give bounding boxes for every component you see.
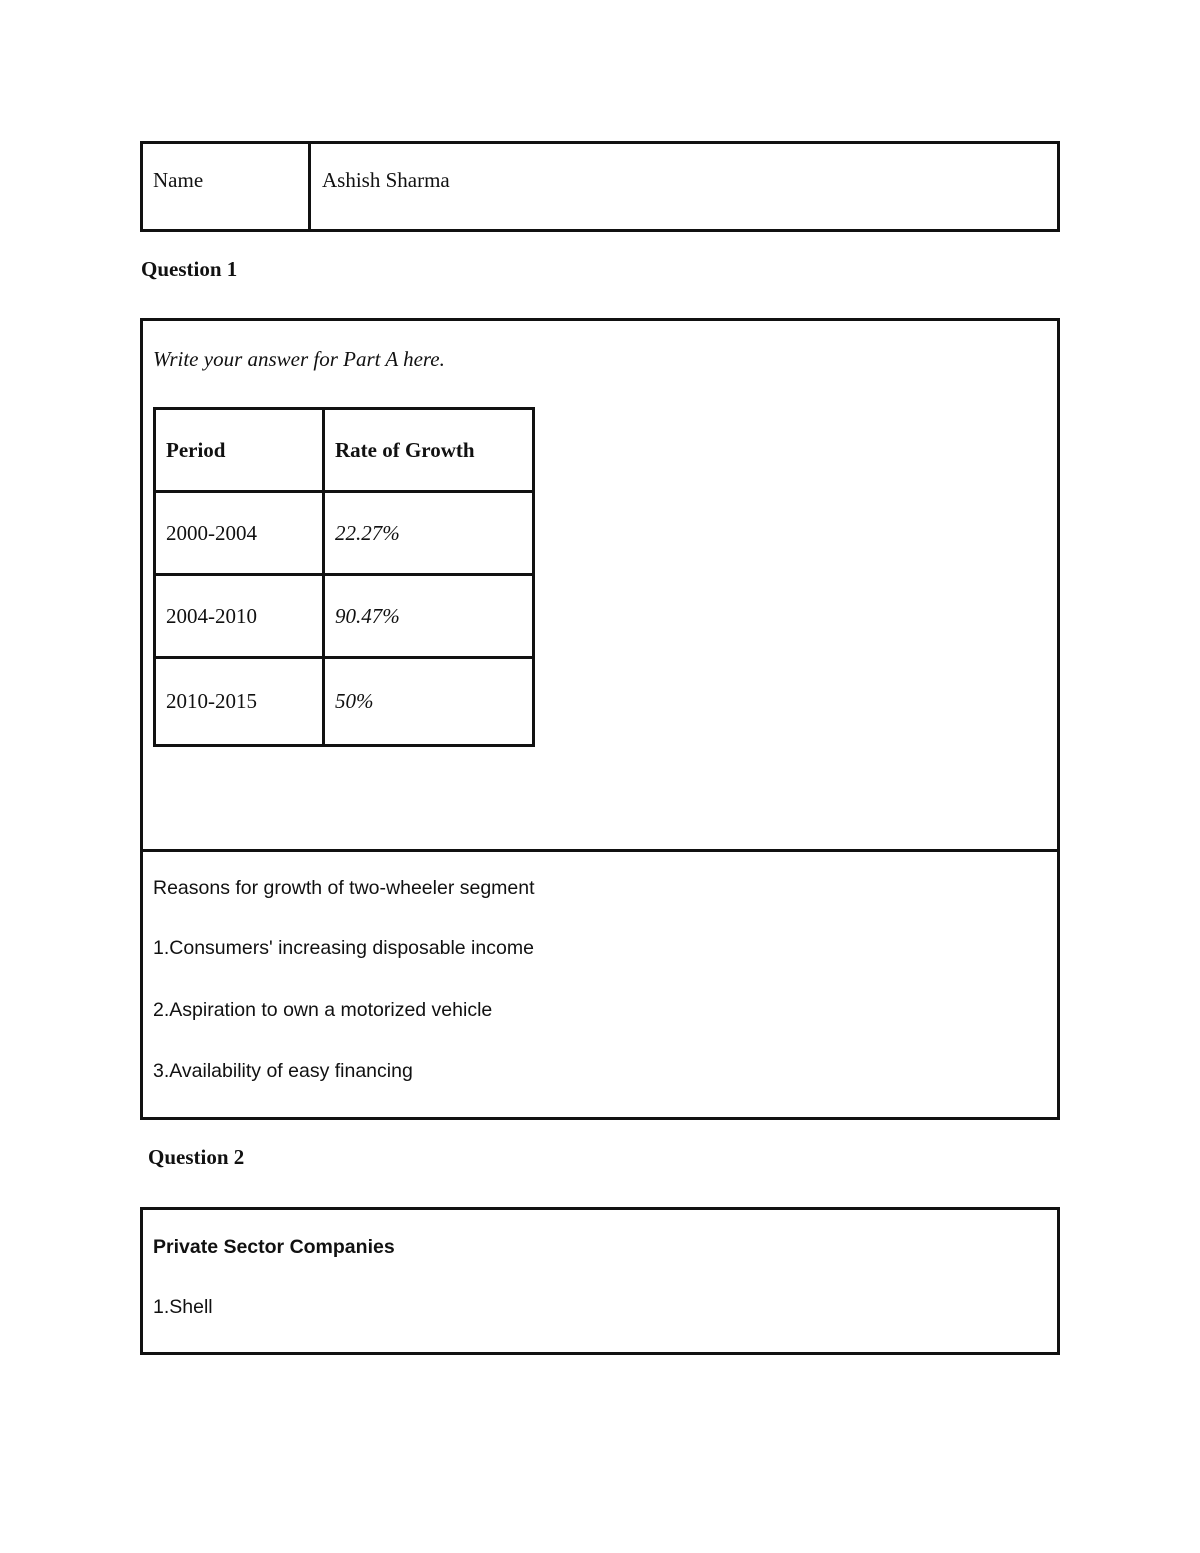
private-sector-title: Private Sector Companies	[153, 1236, 395, 1258]
name-label: Name	[143, 144, 311, 229]
table-header-row	[155, 409, 534, 492]
period-cell: 2000-2004	[155, 492, 324, 575]
rate-cell: 22.27%	[324, 492, 534, 575]
reason-item: 1.Consumers' increasing disposable income	[153, 937, 534, 959]
reason-item: 3.Availability of easy financing	[153, 1060, 413, 1082]
rate-cell: 50%	[324, 658, 534, 746]
part-a-section	[143, 321, 1057, 852]
table-row	[155, 575, 534, 658]
name-value: Ashish Sharma	[322, 168, 450, 192]
reasons-title: Reasons for growth of two-wheeler segment	[153, 877, 535, 899]
question-1-answer-box	[140, 318, 1060, 1120]
company-item: 1.Shell	[153, 1296, 213, 1318]
growth-rate-table	[153, 407, 535, 747]
reason-item: 2.Aspiration to own a motorized vehicle	[153, 999, 493, 1021]
table-row	[155, 658, 534, 746]
part-a-instruction: Write your answer for Part A here.	[153, 347, 445, 371]
question-2-answer-box	[140, 1207, 1060, 1355]
table-header-rate: Rate of Growth	[324, 409, 534, 492]
period-cell: 2010-2015	[155, 658, 324, 746]
table-header-period: Period	[155, 409, 324, 492]
table-row	[155, 492, 534, 575]
period-cell: 2004-2010	[155, 575, 324, 658]
question-1-heading: Question 1	[141, 257, 238, 281]
question-2-heading: Question 2	[148, 1145, 245, 1169]
rate-cell: 90.47%	[324, 575, 534, 658]
name-table	[140, 141, 1060, 232]
